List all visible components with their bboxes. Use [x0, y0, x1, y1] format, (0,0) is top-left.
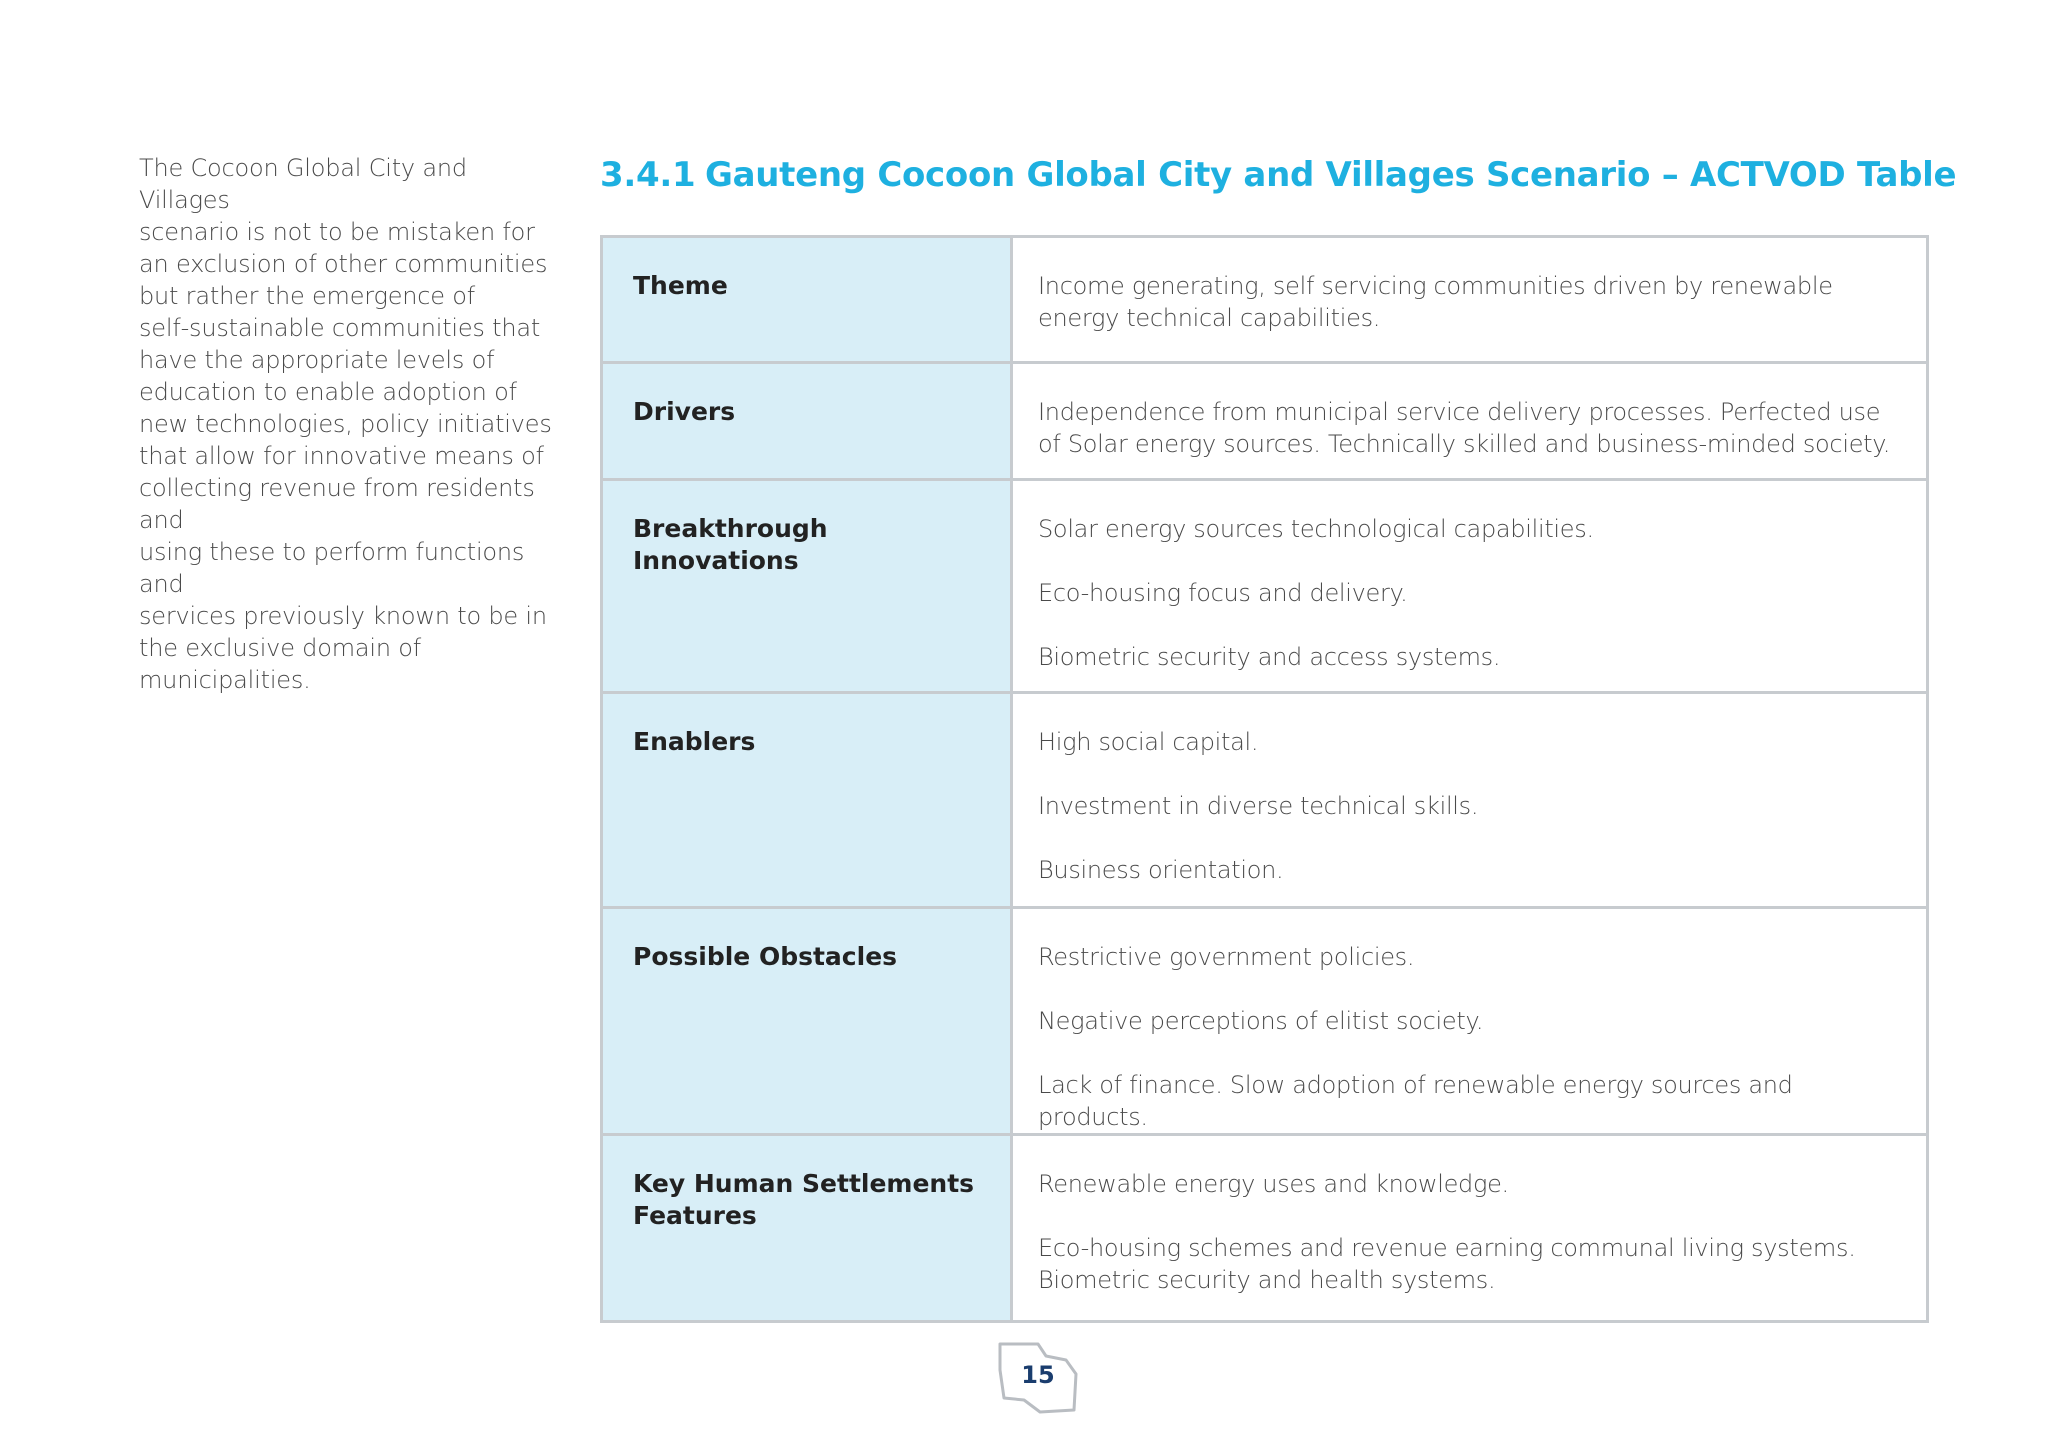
section-number: 3.4.1 — [600, 155, 696, 195]
intro-line: education to enable adoption of — [139, 378, 517, 406]
row-item: Restrictive government policies. — [1038, 943, 1415, 971]
table-row — [602, 480, 1928, 693]
intro-paragraph — [139, 152, 559, 696]
row-item: Income generating, self servicing communities driven by renewable energy technical capabilities. — [1038, 272, 1833, 332]
row-item: High social capital. — [1038, 728, 1259, 756]
row-content — [1012, 237, 1928, 363]
intro-line: using these to perform functions and — [139, 538, 525, 598]
row-item: Business orientation. — [1038, 856, 1284, 884]
row-label: Possible Obstacles — [602, 908, 1012, 1135]
intro-line: but rather the emergence of — [139, 282, 476, 310]
intro-line: collecting revenue from residents and — [139, 474, 535, 534]
row-item: Renewable energy uses and knowledge. — [1038, 1170, 1509, 1198]
table-row — [602, 363, 1928, 480]
row-item: Eco-housing focus and delivery. — [1038, 579, 1408, 607]
row-label: Key Human Settlements Features — [602, 1135, 1012, 1322]
row-item: Lack of finance. Slow adoption of renewable energy sources and products. — [1038, 1071, 1793, 1131]
intro-line: services previously known to be in — [139, 602, 547, 630]
intro-line: an exclusion of other communities — [139, 250, 548, 278]
page-number-badge — [996, 1340, 1080, 1418]
row-item: Negative perceptions of elitist society. — [1038, 1007, 1484, 1035]
row-label: Drivers — [602, 363, 1012, 480]
section-heading — [600, 150, 2020, 200]
intro-line: The Cocoon Global City and Villages — [139, 154, 467, 214]
intro-line: new technologies, policy initiatives — [139, 410, 552, 438]
table-row — [602, 693, 1928, 908]
intro-line: scenario is not to be mistaken for — [139, 218, 535, 246]
row-content — [1012, 693, 1928, 908]
row-content — [1012, 480, 1928, 693]
row-content — [1012, 908, 1928, 1135]
row-item: Independence from municipal service delivery processes. Perfected use of Solar energy sources. Technically skilled and business-minded society. — [1038, 398, 1891, 458]
page-number: 15 — [1021, 1361, 1055, 1389]
actvod-table — [600, 235, 1929, 1323]
intro-line: have the appropriate levels of — [139, 346, 495, 374]
row-content — [1012, 363, 1928, 480]
row-label: Breakthrough Innovations — [602, 480, 1012, 693]
section-title: Gauteng Cocoon Global City and Villages Scenario – ACTVOD Table — [705, 155, 1957, 195]
row-label: Enablers — [602, 693, 1012, 908]
intro-line: self-sustainable communities that — [139, 314, 541, 342]
intro-line: the exclusive domain of municipalities. — [139, 634, 422, 694]
row-item: Solar energy sources technological capabilities. — [1038, 515, 1594, 543]
row-item: Biometric security and access systems. — [1038, 643, 1501, 671]
row-item: Eco-housing schemes and revenue earning communal living systems. Biometric security and health systems. — [1038, 1234, 1856, 1294]
row-label: Theme — [602, 237, 1012, 363]
table-row — [602, 237, 1928, 363]
table-row — [602, 908, 1928, 1135]
table-row — [602, 1135, 1928, 1322]
row-content — [1012, 1135, 1928, 1322]
intro-line: that allow for innovative means of — [139, 442, 544, 470]
row-item: Investment in diverse technical skills. — [1038, 792, 1479, 820]
